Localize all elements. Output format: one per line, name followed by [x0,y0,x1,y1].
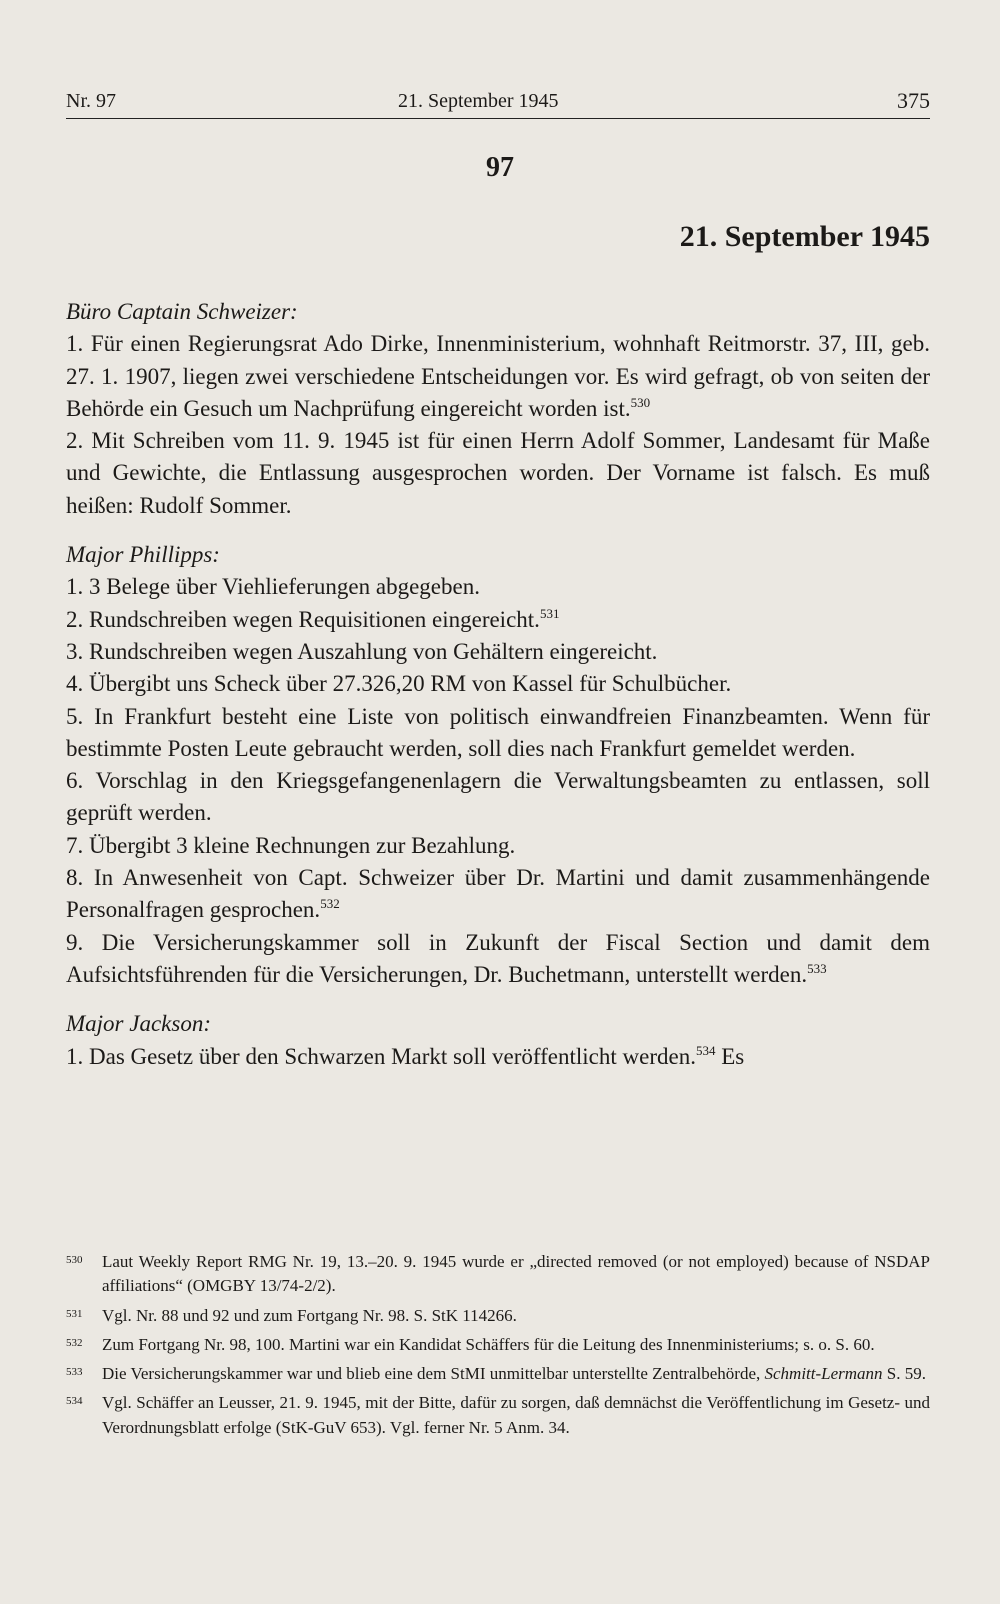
list-item: 7. Übergibt 3 kleine Rechnungen zur Bezahlung. [66,832,516,858]
list-item: 2. Rundschreiben wegen Requisitionen eingereicht.$^{531}$ [66,605,560,632]
footnote-number: 534 [66,1395,83,1408]
section-heading: Büro Captain Schweizer: [66,299,298,324]
section-heading: Major Phillipps: [66,542,220,568]
list-item: 8. In Anwesenheit von Capt. Schweizer über Dr. Martini und damit zusammenhängende Personalfragen gesprochen.$^{532}$ [66,865,930,923]
footnote: 532 Zum Fortgang Nr. 98, 100. Martini war ein Kandidat Schäffers für die Leitung des Innenministeriums; s. o. S. 60. [66,1333,930,1357]
list-item: 1. 3 Belege über Viehlieferungen abgegeben. [66,574,480,600]
cited-author: Schmitt-Lermann [764,1364,883,1384]
footnotes [66,1250,930,1445]
list-item: 9. Die Versicherungskammer soll in Zukunft der Fiscal Section und damit dem Aufsichtsführenden für die Versicherungen, Dr. Buchetmann, unterstellt werden.$^{533}$ [66,929,930,987]
list-item: 1. Für einen Regierungsrat Ado Dirke, Innenministerium, wohnhaft Reitmorstr. 37, III, geb. 27. 1. 1907, liegen zwei verschiedene Entscheidungen vor. Es wird gefragt, ob von seiten der Behörde ein Gesuch um Nachprüfung eingereicht worden ist.$^{530}$ [66,331,930,421]
list-item: 6. Vorschlag in den Kriegsgefangenenlagern die Verwaltungsbeamten zu entlassen, soll geprüft werden. [66,768,930,826]
list-item: 2. Mit Schreiben vom 11. 9. 1945 ist für einen Herrn Adolf Sommer, Landesamt für Maße und Gewichte, die Entlassung ausgesprochen worden. Der Vorname ist falsch. Es muß heißen: Rudolf Sommer. [66,428,930,518]
footnote-ref[interactable]: 531 [539,605,560,621]
footnote-number: 532 [66,1336,83,1349]
section-heading: Major Jackson: [66,1011,211,1037]
list-item: 1. Das Gesetz über den Schwarzen Markt soll veröffentlicht werden.$^{534}$ Es [66,1042,745,1069]
footnote-ref[interactable]: 530 [630,394,651,410]
page-number: 375 [897,88,930,113]
footnote-number: 533 [66,1366,83,1379]
list-item: 3. Rundschreiben wegen Auszahlung von Gehältern eingereicht. [66,638,658,664]
document-date: 21. September 1945 [679,220,930,253]
footnote-number: 531 [66,1307,83,1320]
list-item: 5. In Frankfurt besteht eine Liste von politisch einwandfreien Finanzbeamten. Wenn für bestimmte Posten Leute gebraucht werden, soll dies nach Frankfurt gemeldet werden. [66,703,930,761]
document-number: 97 [486,152,514,183]
header-date: 21. September 1945 [398,90,559,112]
footnote-ref[interactable]: 532 [320,896,340,912]
footnote: 533 Die Versicherungskammer war und blieb eine dem StMI unmittelbar unterstellte Zentralbehörde, Schmitt-Lermann S. 59. [66,1362,930,1386]
running-header [66,86,930,119]
footnote-ref[interactable]: 533 [807,960,827,976]
document-body [66,296,930,1073]
footnote: 531 Vgl. Nr. 88 und 92 und zum Fortgang Nr. 98. S. StK 114266. [66,1304,930,1328]
header-document-number: Nr. 97 [66,90,116,112]
footnote: 530 Laut Weekly Report RMG Nr. 19, 13.–20. 9. 1945 wurde er „directed removed (or not employed) because of NSDAP affiliations“ (OMGBY 13/74-2/2). [66,1250,930,1299]
footnote-ref[interactable]: 534 [695,1042,716,1058]
list-item: 4. Übergibt uns Scheck über 27.326,20 RM von Kassel für Schulbücher. [66,671,732,697]
footnote-number: 530 [66,1254,83,1266]
footnote: 534 Vgl. Schäffer an Leusser, 21. 9. 1945, mit der Bitte, dafür zu sorgen, daß demnächst die Veröffentlichung im Gesetz- und Verordnungsblatt erfolge (StK-GuV 653). Vgl. ferner Nr. 5 Anm. 34. [66,1391,930,1440]
